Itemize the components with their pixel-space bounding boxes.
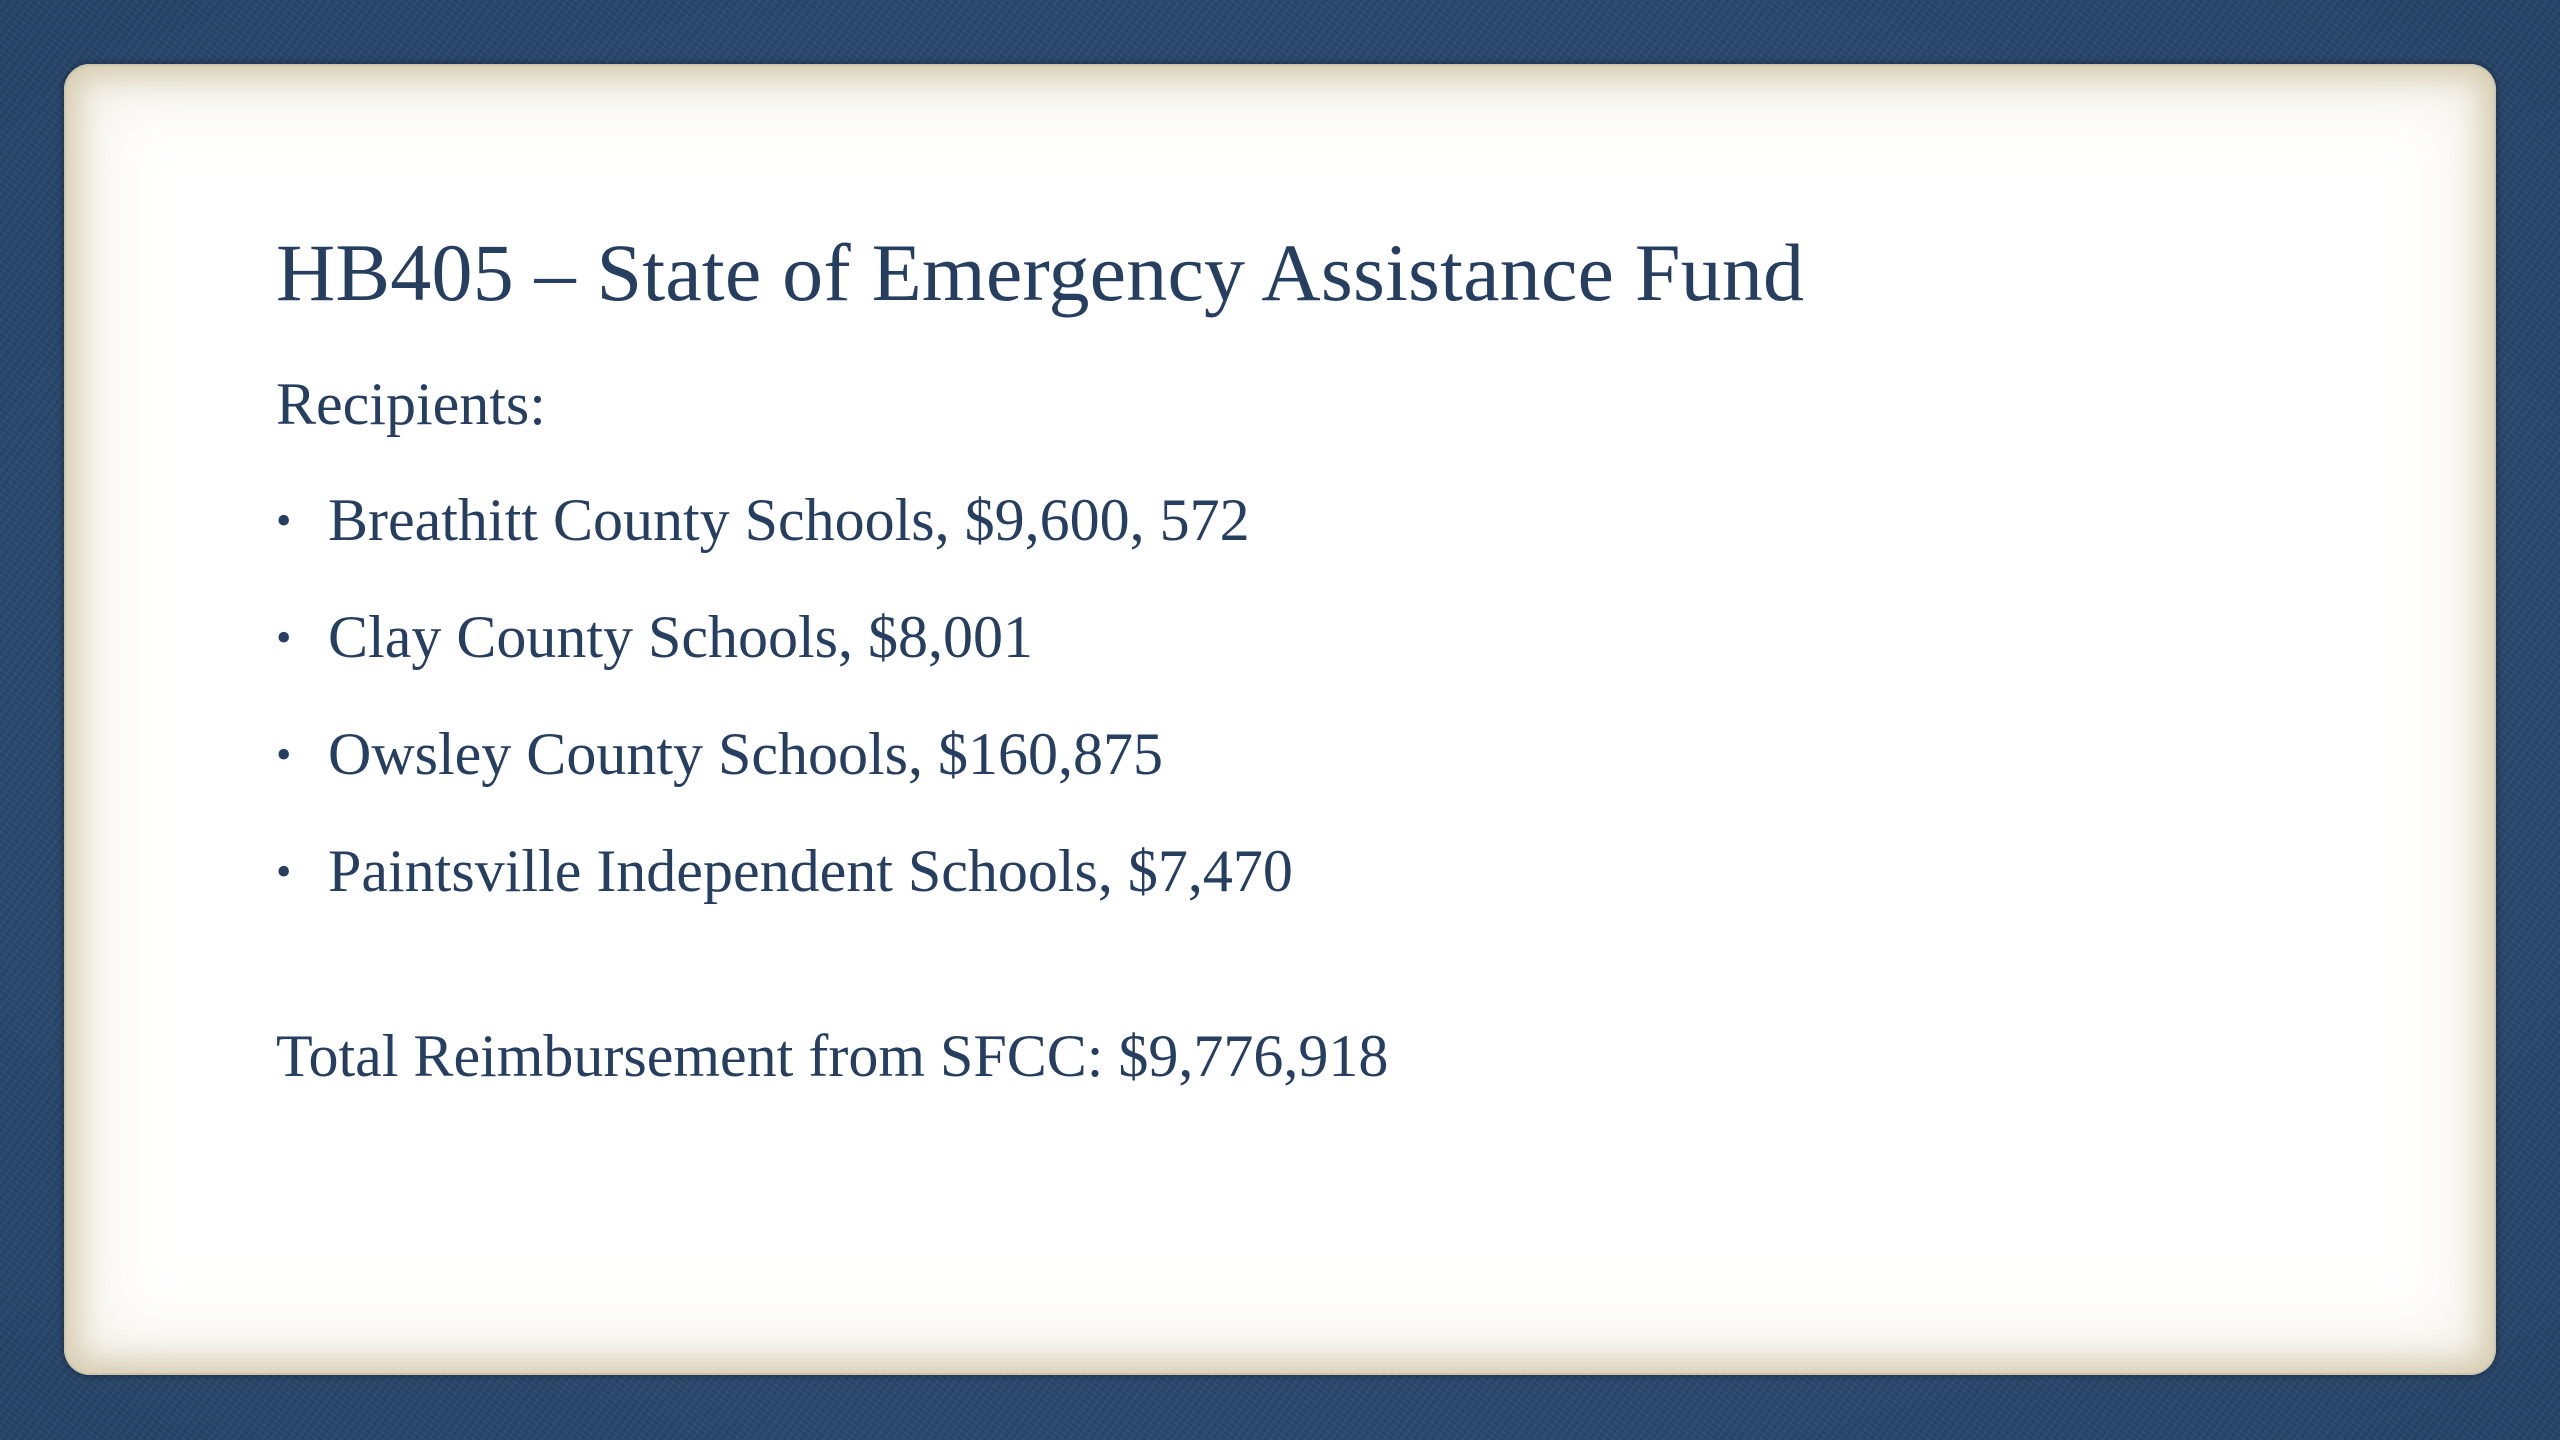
list-item	[276, 838, 2296, 905]
bullet-icon: •	[276, 496, 292, 546]
slide-card	[64, 64, 2496, 1375]
bullet-icon: •	[276, 730, 292, 780]
recipient-text: Owsley County Schools, $160,875	[328, 721, 1164, 788]
recipients-heading: Recipients:	[276, 371, 546, 438]
recipient-list	[276, 487, 2296, 905]
slide-content	[276, 224, 2296, 1090]
recipient-text: Clay County Schools, $8,001	[328, 604, 1034, 671]
total-reimbursement: Total Reimbursement from SFCC: $9,776,918	[276, 1023, 1389, 1090]
bullet-icon: •	[276, 847, 292, 897]
list-item	[276, 604, 2296, 671]
recipient-text: Breathitt County Schools, $9,600, 572	[328, 487, 1250, 554]
list-item	[276, 721, 2296, 788]
bullet-icon: •	[276, 613, 292, 663]
list-item	[276, 487, 2296, 554]
slide-title: HB405 – State of Emergency Assistance Fund	[276, 227, 1805, 318]
recipient-text: Paintsville Independent Schools, $7,470	[328, 838, 1293, 905]
